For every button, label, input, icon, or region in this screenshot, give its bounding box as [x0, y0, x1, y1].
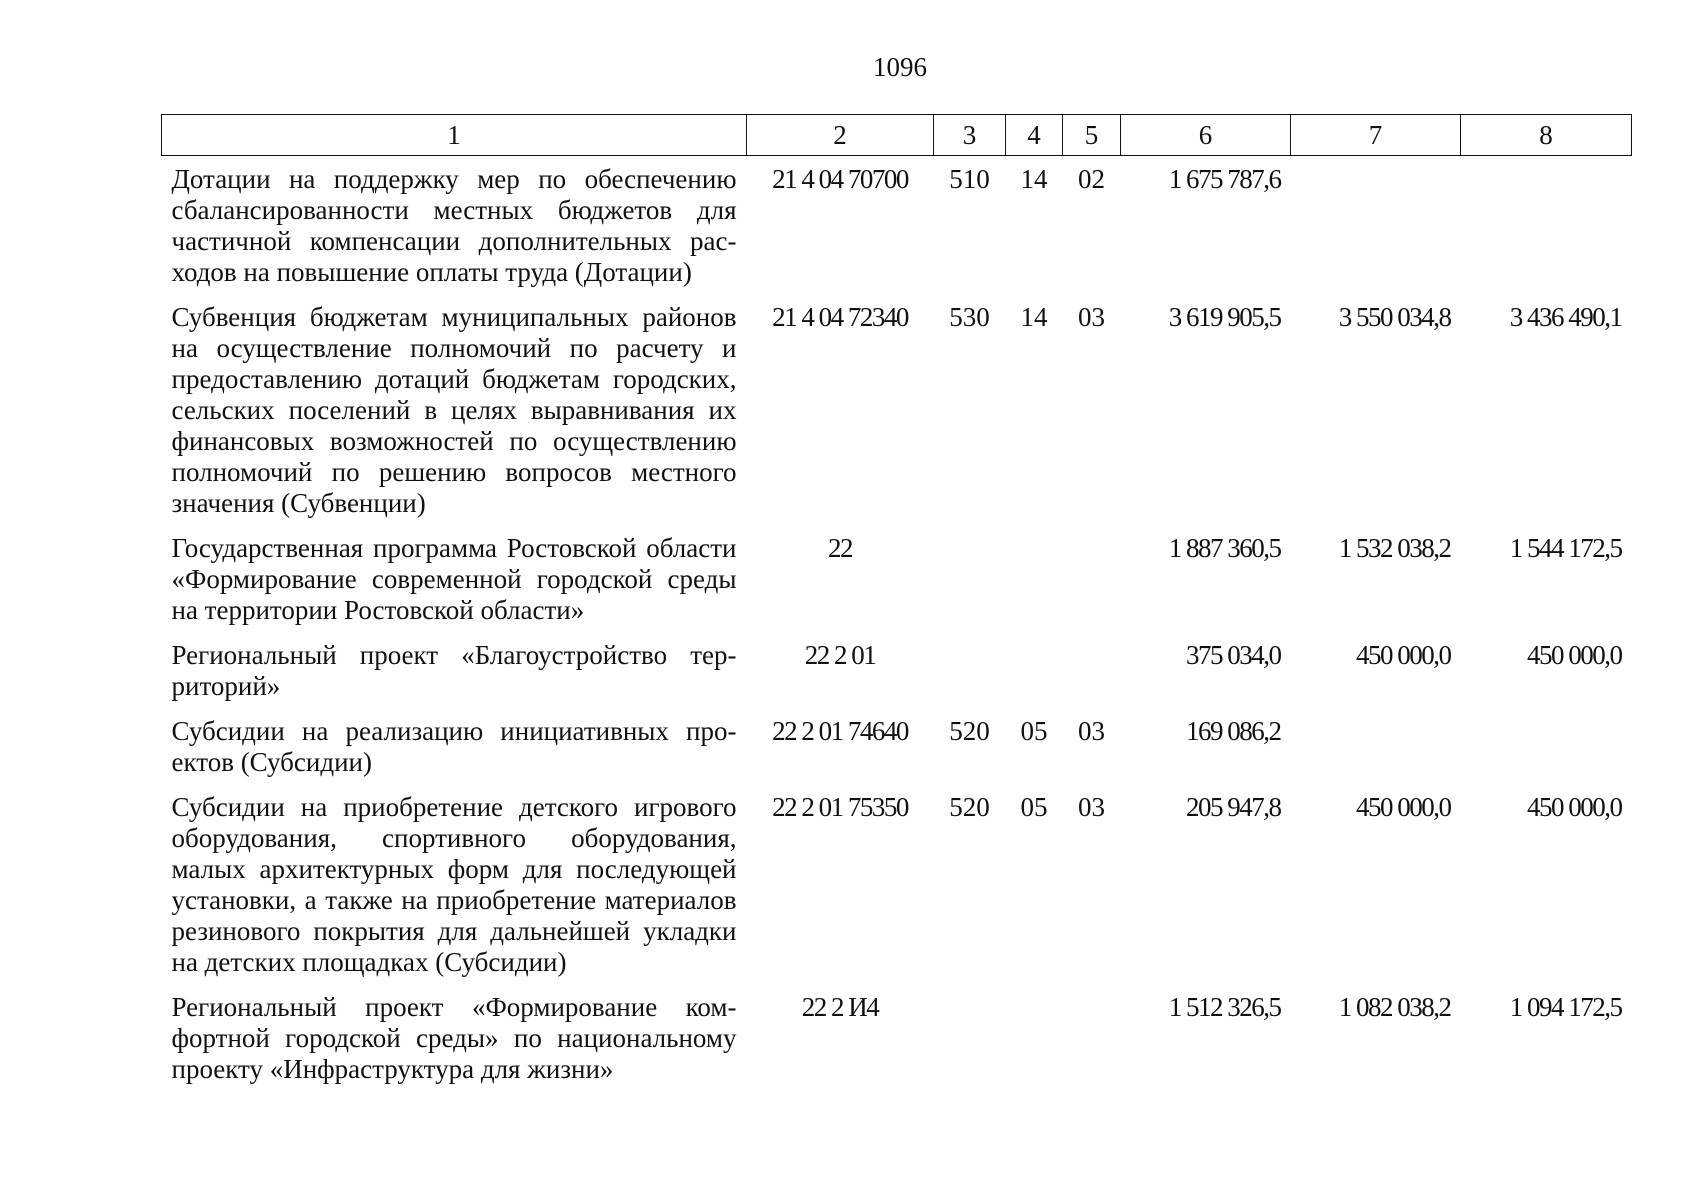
row-value-8: 3 436 490,1	[1509, 302, 1622, 332]
row-col-4	[1006, 525, 1063, 632]
row-name: Субсидии на приобретение детского игрового оборудования, спортивного оборудования, малых архитектурных форм для последующей установки, а также на приобретение материалов резинового покрытия для дальнейшей укладки на детских площадках (Субсидии)	[171, 792, 737, 977]
row-col-5: 03	[1078, 716, 1105, 746]
row-col-4: 05	[1020, 792, 1048, 822]
header-col-8: 8	[1461, 115, 1632, 156]
row-value-7: 450 000,0	[1356, 640, 1451, 670]
table-row	[162, 525, 1632, 632]
row-value-8	[1461, 156, 1632, 295]
header-col-6: 6	[1121, 115, 1291, 156]
row-col-3	[934, 632, 1006, 708]
row-value-7: 450 000,0	[1356, 792, 1451, 822]
row-col-5	[1063, 525, 1121, 632]
row-col-5: 02	[1078, 164, 1105, 194]
row-value-7: 1 082 038,2	[1338, 992, 1451, 1022]
table-header	[162, 115, 1632, 156]
row-code: 22	[828, 533, 852, 563]
table-row	[162, 984, 1632, 1091]
row-col-5	[1063, 984, 1121, 1091]
row-value-6: 375 034,0	[1186, 640, 1281, 670]
row-code: 22 2 01 74640	[772, 716, 908, 746]
row-value-8	[1461, 708, 1632, 784]
row-code: 22 2 01	[804, 640, 876, 670]
header-col-1: 1	[162, 115, 747, 156]
row-code: 22 2 01 75350	[772, 792, 908, 822]
row-col-4: 14	[1020, 302, 1048, 332]
header-col-4: 4	[1006, 115, 1063, 156]
row-col-4: 14	[1020, 164, 1048, 194]
header-col-7: 7	[1291, 115, 1461, 156]
header-col-5: 5	[1063, 115, 1121, 156]
row-code: 21 4 04 70700	[772, 164, 908, 194]
row-col-3	[934, 984, 1006, 1091]
row-name: Региональный проект «Формирование комфортной городской среды» по национальному проекту «Инфраструктура для жизни»	[171, 992, 737, 1084]
row-value-7: 1 532 038,2	[1338, 533, 1451, 563]
budget-table	[161, 114, 1632, 1091]
page-number: 1096	[873, 52, 927, 82]
table-row	[162, 632, 1632, 708]
row-value-7	[1291, 156, 1461, 295]
row-value-8: 1 094 172,5	[1509, 992, 1622, 1022]
row-value-7: 3 550 034,8	[1338, 302, 1451, 332]
row-col-3: 510	[949, 164, 990, 194]
header-col-3: 3	[934, 115, 1006, 156]
row-col-4	[1006, 984, 1063, 1091]
table-row	[162, 708, 1632, 784]
row-value-8: 1 544 172,5	[1509, 533, 1622, 563]
row-value-7	[1291, 708, 1461, 784]
row-code: 21 4 04 72340	[772, 302, 908, 332]
row-col-3: 520	[949, 792, 990, 822]
row-value-6: 1 512 326,5	[1168, 992, 1281, 1022]
row-value-8: 450 000,0	[1527, 792, 1622, 822]
row-name: Государственная программа Ростовской области «Формирование современной городской среды на территории Ростовской области»	[171, 533, 737, 625]
row-value-6: 169 086,2	[1186, 716, 1281, 746]
row-col-5: 03	[1078, 792, 1105, 822]
table-row	[162, 156, 1632, 295]
header-row	[162, 115, 1632, 156]
header-col-2: 2	[747, 115, 934, 156]
table-body	[162, 156, 1632, 1092]
row-value-6: 3 619 905,5	[1168, 302, 1281, 332]
row-col-5: 03	[1078, 302, 1105, 332]
row-col-3: 520	[949, 716, 990, 746]
row-code: 22 2 И4	[801, 992, 879, 1022]
table-row	[162, 294, 1632, 525]
row-value-8: 450 000,0	[1527, 640, 1622, 670]
row-value-6: 1 675 787,6	[1168, 164, 1281, 194]
table-row	[162, 784, 1632, 984]
row-col-4: 05	[1020, 716, 1048, 746]
row-name: Субсидии на реализацию инициативных проектов (Субсидии)	[171, 716, 737, 777]
row-name: Субвенция бюджетам муниципальных районов на осуществление полномочий по расчету и предоставлению дотаций бюджетам городских, сельских поселений в целях выравнивания их финансовых возможностей по осуществлению полномочий по решению вопросов местного значения (Субвенции)	[171, 302, 737, 518]
row-col-3	[934, 525, 1006, 632]
row-value-6: 1 887 360,5	[1168, 533, 1281, 563]
row-value-6: 205 947,8	[1186, 792, 1281, 822]
row-col-3: 530	[949, 302, 990, 332]
row-col-5	[1063, 632, 1121, 708]
row-name: Региональный проект «Благоустройство территорий»	[171, 640, 737, 701]
row-name: Дотации на поддержку мер по обеспечению сбалансированности местных бюджетов для частичной компенсации дополнительных расходов на повышение оплаты труда (Дотации)	[171, 164, 737, 287]
row-col-4	[1006, 632, 1063, 708]
